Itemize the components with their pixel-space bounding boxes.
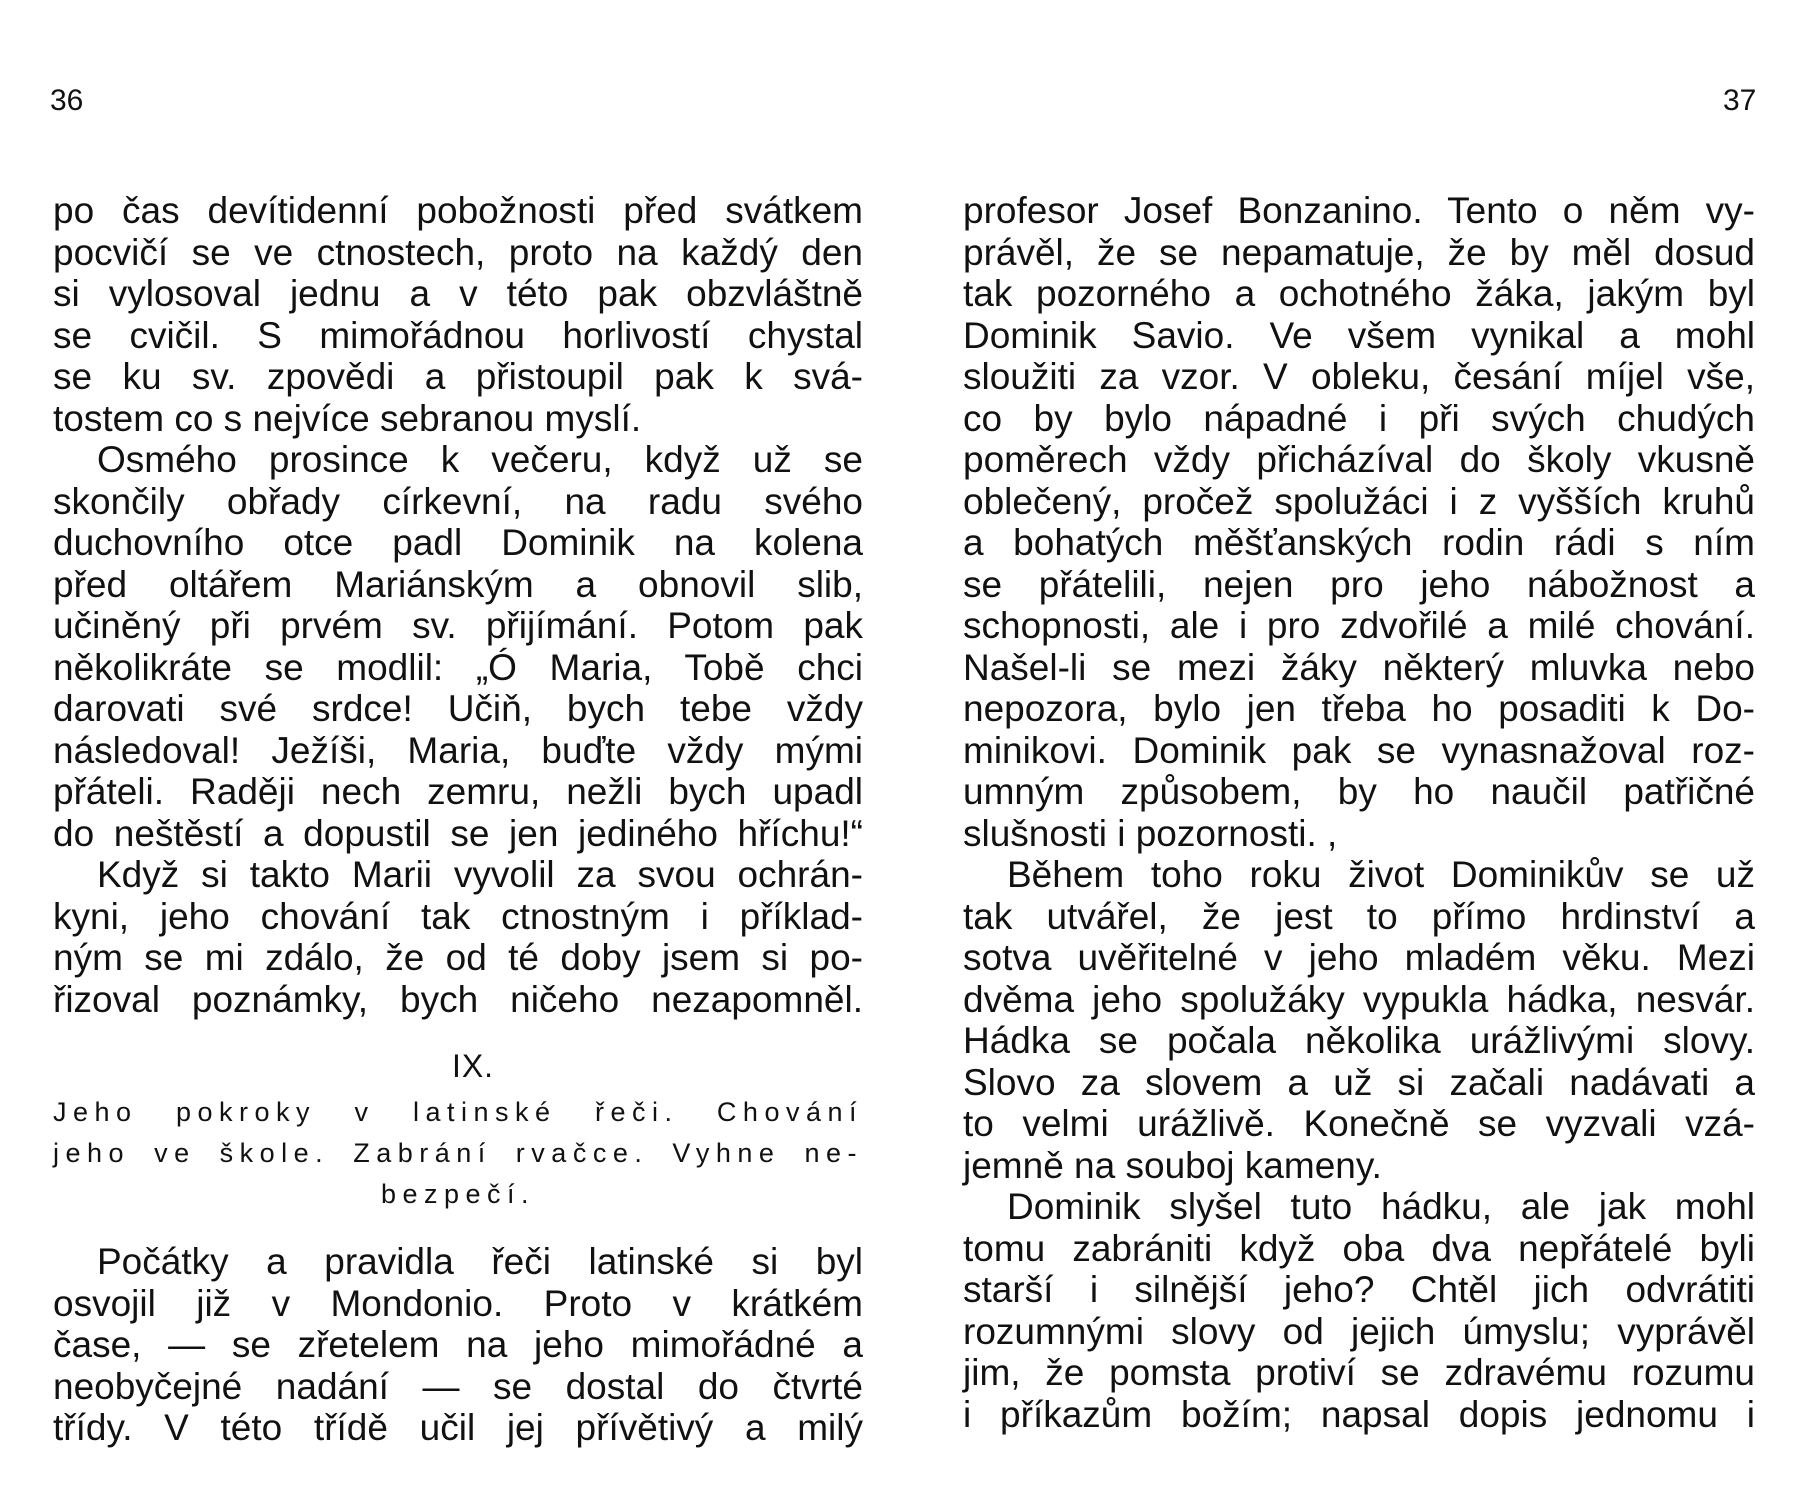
text-line: třídy. V této třídě učil jej přívětivý a milý <box>53 1407 863 1448</box>
text-line: kyni, jeho chování tak ctnostným i příklad- <box>53 895 863 937</box>
text-line: tak utvářel, že jest to přímo hrdinství a <box>963 895 1755 937</box>
paragraph-start-line: Dominik slyšel tuto hádku, ale jak mohl <box>1007 1186 1755 1227</box>
paragraph-start-line: Osmého prosince k večeru, když už se <box>97 439 863 480</box>
text-line: Slovo za slovem a už si začali nadávati a <box>963 1061 1755 1103</box>
text-line: starší i silnější jeho? Chtěl jich odvrátiti <box>963 1269 1755 1310</box>
text-line: ným se mi zdálo, že od té doby jsem si po- <box>53 937 863 978</box>
right-page-number: 37 <box>1723 84 1757 117</box>
text-line: nepozora, bylo jen třeba ho posaditi k Do- <box>963 688 1755 729</box>
text-line: tostem co s nejvíce sebranou myslí. <box>53 397 642 439</box>
chapter-title-line: Jeho pokroky v latinské řeči. Chování <box>53 1097 863 1127</box>
text-line: učiněný při prvém sv. přijímání. Potom pak <box>53 605 863 646</box>
text-line: jim, že pomsta protiví se zdravému rozumu <box>963 1352 1755 1393</box>
text-line: se přátelili, nejen pro jeho nábožnost a <box>963 563 1755 605</box>
chapter-number: IX. <box>451 1048 495 1084</box>
text-line: právěl, že se nepamatuje, že by měl dosud <box>963 231 1755 273</box>
text-line: pocvičí se ve ctnostech, proto na každý den <box>53 231 863 273</box>
text-line: přáteli. Raději nech zemru, nežli bych upadl <box>53 771 863 812</box>
text-line: do neštěstí a dopustil se jen jediného hříchu!“ <box>53 812 863 854</box>
text-line: následoval! Ježíši, Maria, buďte vždy mými <box>53 729 863 771</box>
text-line: darovati své srdce! Učiň, bych tebe vždy <box>53 688 863 729</box>
text-line: co by bylo nápadné i při svých chudých <box>963 397 1755 439</box>
text-line: se cvičil. S mimořádnou horlivostí chystal <box>53 314 863 356</box>
text-line: dvěma jeho spolužáky vypukla hádka, nesvár. <box>963 978 1755 1020</box>
text-line: to velmi urážlivě. Konečně se vyzvali vzá- <box>963 1103 1755 1144</box>
text-line: neobyčejné nadání — se dostal do čtvrté <box>53 1365 863 1407</box>
text-line: schopnosti, ale i pro zdvořilé a milé chování. <box>963 605 1755 646</box>
text-line: sotva uvěřitelné v jeho mladém věku. Mezi <box>963 937 1755 978</box>
left-page-number: 36 <box>50 84 84 117</box>
text-line: si vylosoval jednu a v této pak obzvláštně <box>53 273 863 314</box>
left-page-text <box>53 190 863 1449</box>
text-line: tak pozorného a ochotného žáka, jakým byl <box>963 273 1755 314</box>
text-line: skončily obřady církevní, na radu svého <box>53 480 863 522</box>
text-line: a bohatých měšťanských rodin rádi s ním <box>963 522 1755 563</box>
text-line: sloužiti za vzor. V obleku, česání míjel vše, <box>963 356 1755 397</box>
text-line: Hádka se počala několika urážlivými slovy. <box>963 1020 1755 1061</box>
text-line: slušnosti i pozornosti. , <box>963 812 1338 854</box>
text-line: osvojil již v Mondonio. Proto v krátkém <box>53 1282 863 1324</box>
text-line: čase, — se zřetelem na jeho mimořádné a <box>53 1324 863 1365</box>
paragraph-start-line: Během toho roku život Dominikův se už <box>1007 854 1755 895</box>
chapter-title-line: bezpečí. <box>380 1179 536 1209</box>
text-line: minikovi. Dominik pak se vynasnažoval roz- <box>963 729 1755 771</box>
text-line: jemně na souboj kameny. <box>963 1144 1382 1186</box>
text-line: několikráte se modlil: „Ó Maria, Tobě chci <box>53 646 863 688</box>
text-line: před oltářem Mariánským a obnovil slib, <box>53 563 863 605</box>
text-line: umným způsobem, by ho naučil patřičné <box>963 771 1755 812</box>
text-line: se ku sv. zpovědi a přistoupil pak k svá- <box>53 356 863 397</box>
text-line: tomu zabrániti když oba dva nepřátelé byli <box>963 1227 1755 1269</box>
text-line: poměrech vždy přicházíval do školy vkusně <box>963 439 1755 480</box>
paragraph-start-line: Počátky a pravidla řeči latinské si byl <box>97 1241 863 1282</box>
text-line: profesor Josef Bonzanino. Tento o něm vy- <box>963 190 1755 231</box>
text-line: duchovního otce padl Dominik na kolena <box>53 522 863 563</box>
chapter-title-line: jeho ve škole. Zabrání rvačce. Vyhne ne- <box>53 1138 863 1168</box>
text-line: řizoval poznámky, bych ničeho nezapomněl. <box>53 978 863 1020</box>
text-line: oblečený, pročež spolužáci i z vyšších kruhů <box>963 480 1755 522</box>
right-page-text <box>963 190 1755 1435</box>
chapter-title <box>53 1092 863 1215</box>
text-line: i příkazům božím; napsal dopis jednomu i <box>963 1393 1755 1435</box>
text-line: Našel-li se mezi žáky některý mluvka nebo <box>963 646 1755 688</box>
text-line: po čas devítidenní pobožnosti před svátkem <box>53 190 863 231</box>
text-line: Dominik Savio. Ve všem vynikal a mohl <box>963 314 1755 356</box>
text-line: rozumnými slovy od jejich úmyslu; vyprávěl <box>963 1310 1755 1352</box>
paragraph-start-line: Když si takto Marii vyvolil za svou ochrán- <box>97 854 863 895</box>
